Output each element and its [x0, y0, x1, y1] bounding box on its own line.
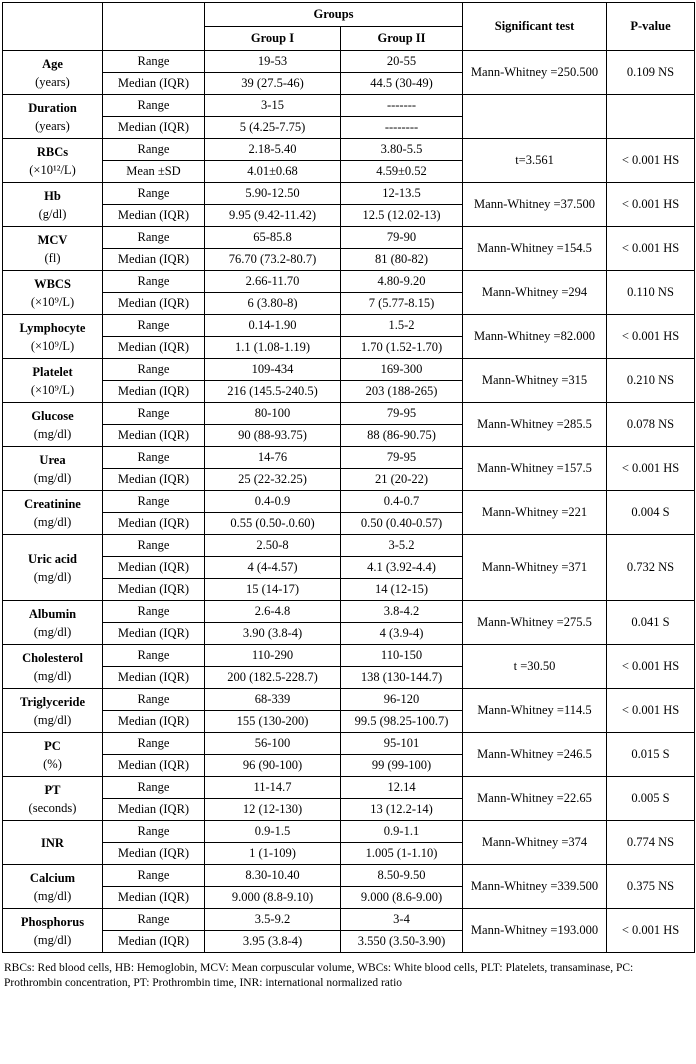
parameter-cell: [3, 491, 103, 535]
stat-label: Median (IQR): [103, 711, 205, 733]
parameter-unit: (mg/dl): [33, 932, 72, 947]
significant-test-cell: Mann-Whitney =157.5: [463, 447, 607, 491]
stat-label: Mean ±SD: [103, 161, 205, 183]
header-blank-1: [3, 3, 103, 51]
stat-label: Range: [103, 689, 205, 711]
header-row-1: [3, 3, 695, 27]
group-1-value: 3.90 (3.8-4): [205, 623, 341, 645]
p-value-cell: 0.109 NS: [607, 51, 695, 95]
group-1-value: 19-53: [205, 51, 341, 73]
group-2-value: 3.80-5.5: [341, 139, 463, 161]
stat-label: Median (IQR): [103, 337, 205, 359]
significant-test-cell: Mann-Whitney =371: [463, 535, 607, 601]
group-2-value: 3.8-4.2: [341, 601, 463, 623]
parameter-cell: [3, 909, 103, 953]
group-1-value: 9.000 (8.8-9.10): [205, 887, 341, 909]
stat-label: Median (IQR): [103, 293, 205, 315]
group-2-value: 95-101: [341, 733, 463, 755]
group-2-value: 0.9-1.1: [341, 821, 463, 843]
significant-test-cell: Mann-Whitney =82.000: [463, 315, 607, 359]
parameter-name: Albumin: [28, 606, 77, 621]
table-row: [3, 821, 695, 843]
group-2-value: 1.70 (1.52-1.70): [341, 337, 463, 359]
stat-label: Median (IQR): [103, 843, 205, 865]
group-2-value: 4 (3.9-4): [341, 623, 463, 645]
stat-label: Median (IQR): [103, 623, 205, 645]
stat-label: Median (IQR): [103, 799, 205, 821]
group-2-value: 3.550 (3.50-3.90): [341, 931, 463, 953]
table-row: [3, 601, 695, 623]
stat-label: Range: [103, 909, 205, 931]
group-1-value: 2.18-5.40: [205, 139, 341, 161]
parameter-name: Duration: [28, 100, 77, 115]
parameter-cell: [3, 689, 103, 733]
parameter-unit: (mg/dl): [33, 888, 72, 903]
table-row: [3, 777, 695, 799]
table-footnote: RBCs: Red blood cells, HB: Hemoglobin, MCV: Mean corpuscular volume, WBCs: White blood cells, PLT: Platelets, transaminase, PC: Prothrombin concentration, PT: Prothrombin time, INR: international normalized ratio: [4, 962, 634, 989]
table-row: [3, 95, 695, 117]
group-1-value: 3-15: [205, 95, 341, 117]
group-1-value: 4.01±0.68: [205, 161, 341, 183]
parameter-cell: [3, 359, 103, 403]
group-1-value: 25 (22-32.25): [205, 469, 341, 491]
stat-label: Range: [103, 359, 205, 381]
p-value-cell: < 0.001 HS: [607, 447, 695, 491]
group-1-value: 5.90-12.50: [205, 183, 341, 205]
stat-label: Range: [103, 403, 205, 425]
stat-label: Range: [103, 645, 205, 667]
parameter-cell: [3, 777, 103, 821]
p-value-cell: 0.375 NS: [607, 865, 695, 909]
parameter-name: Hb: [44, 188, 61, 203]
group-1-value: 9.95 (9.42-11.42): [205, 205, 341, 227]
table-body: [3, 51, 695, 953]
group-2-value: 14 (12-15): [341, 579, 463, 601]
group-1-value: 216 (145.5-240.5): [205, 381, 341, 403]
table-row: [3, 139, 695, 161]
group-1-value: 14-76: [205, 447, 341, 469]
header-groups: Groups: [205, 3, 463, 27]
parameter-unit: (mg/dl): [33, 712, 72, 727]
stat-label: Median (IQR): [103, 117, 205, 139]
stat-label: Median (IQR): [103, 249, 205, 271]
stat-label: Median (IQR): [103, 513, 205, 535]
group-1-value: 110-290: [205, 645, 341, 667]
p-value-cell: 0.041 S: [607, 601, 695, 645]
parameter-name: MCV: [37, 232, 68, 247]
group-2-value: 21 (20-22): [341, 469, 463, 491]
significant-test-cell: Mann-Whitney =339.500: [463, 865, 607, 909]
group-1-value: 6 (3.80-8): [205, 293, 341, 315]
stat-label: Median (IQR): [103, 887, 205, 909]
p-value-cell: [607, 95, 695, 139]
group-1-value: 12 (12-130): [205, 799, 341, 821]
group-1-value: 0.14-1.90: [205, 315, 341, 337]
group-2-value: 7 (5.77-8.15): [341, 293, 463, 315]
group-2-value: 79-95: [341, 447, 463, 469]
parameter-cell: [3, 601, 103, 645]
parameter-unit: (×10⁹/L): [30, 294, 75, 309]
group-1-value: 0.55 (0.50-.0.60): [205, 513, 341, 535]
group-1-value: 2.66-11.70: [205, 271, 341, 293]
parameter-unit: (mg/dl): [33, 668, 72, 683]
parameter-cell: [3, 271, 103, 315]
stat-label: Median (IQR): [103, 755, 205, 777]
group-1-value: 15 (14-17): [205, 579, 341, 601]
table-row: [3, 183, 695, 205]
significant-test-cell: Mann-Whitney =275.5: [463, 601, 607, 645]
group-2-value: 12-13.5: [341, 183, 463, 205]
stat-label: Median (IQR): [103, 205, 205, 227]
parameter-cell: [3, 183, 103, 227]
parameter-name: Glucose: [31, 408, 74, 423]
parameter-name: WBCS: [34, 276, 71, 291]
group-2-value: 1.5-2: [341, 315, 463, 337]
header-significant-test: Significant test: [463, 3, 607, 51]
p-value-cell: < 0.001 HS: [607, 689, 695, 733]
table-row: [3, 733, 695, 755]
parameter-cell: [3, 821, 103, 865]
table-row: [3, 491, 695, 513]
group-2-value: 81 (80-82): [341, 249, 463, 271]
group-1-value: 2.6-4.8: [205, 601, 341, 623]
table-figure: [0, 2, 696, 991]
group-1-value: 0.9-1.5: [205, 821, 341, 843]
table-row: [3, 909, 695, 931]
significant-test-cell: Mann-Whitney =285.5: [463, 403, 607, 447]
group-1-value: 0.4-0.9: [205, 491, 341, 513]
parameter-cell: [3, 227, 103, 271]
stat-label: Median (IQR): [103, 579, 205, 601]
group-2-value: 79-90: [341, 227, 463, 249]
parameter-name: Lymphocyte: [19, 320, 86, 335]
p-value-cell: 0.005 S: [607, 777, 695, 821]
group-2-value: 12.14: [341, 777, 463, 799]
p-value-cell: < 0.001 HS: [607, 315, 695, 359]
group-1-value: 96 (90-100): [205, 755, 341, 777]
parameter-cell: [3, 403, 103, 447]
group-2-value: 169-300: [341, 359, 463, 381]
stat-label: Median (IQR): [103, 931, 205, 953]
group-1-value: 200 (182.5-228.7): [205, 667, 341, 689]
significant-test-cell: Mann-Whitney =193.000: [463, 909, 607, 953]
significant-test-cell: Mann-Whitney =250.500: [463, 51, 607, 95]
parameter-unit: (mg/dl): [33, 426, 72, 441]
table-row: [3, 865, 695, 887]
results-table: [2, 2, 695, 953]
group-2-value: 0.50 (0.40-0.57): [341, 513, 463, 535]
parameter-cell: [3, 733, 103, 777]
group-2-value: 8.50-9.50: [341, 865, 463, 887]
significant-test-cell: Mann-Whitney =22.65: [463, 777, 607, 821]
group-2-value: 4.80-9.20: [341, 271, 463, 293]
group-2-value: 3-4: [341, 909, 463, 931]
p-value-cell: 0.732 NS: [607, 535, 695, 601]
group-2-value: 138 (130-144.7): [341, 667, 463, 689]
parameter-unit: (years): [35, 118, 70, 133]
group-1-value: 65-85.8: [205, 227, 341, 249]
group-1-value: 155 (130-200): [205, 711, 341, 733]
group-2-value: 96-120: [341, 689, 463, 711]
parameter-name: Creatinine: [24, 496, 81, 511]
significant-test-cell: [463, 95, 607, 139]
parameter-unit: (mg/dl): [33, 514, 72, 529]
parameter-name: Triglyceride: [19, 694, 86, 709]
group-2-value: 3-5.2: [341, 535, 463, 557]
parameter-unit: (×10⁹/L): [30, 338, 75, 353]
parameter-name: PC: [44, 738, 61, 753]
table-row: [3, 689, 695, 711]
stat-label: Range: [103, 183, 205, 205]
table-row: [3, 447, 695, 469]
parameter-unit: (×10¹²/L): [29, 162, 76, 177]
table-row: [3, 645, 695, 667]
group-1-value: 90 (88-93.75): [205, 425, 341, 447]
stat-label: Range: [103, 139, 205, 161]
parameter-cell: [3, 95, 103, 139]
parameter-name: PT: [44, 782, 61, 797]
stat-label: Range: [103, 95, 205, 117]
parameter-name: Phosphorus: [20, 914, 85, 929]
significant-test-cell: Mann-Whitney =294: [463, 271, 607, 315]
p-value-cell: < 0.001 HS: [607, 183, 695, 227]
group-2-value: 1.005 (1-1.10): [341, 843, 463, 865]
table-row: [3, 315, 695, 337]
stat-label: Median (IQR): [103, 557, 205, 579]
stat-label: Range: [103, 777, 205, 799]
p-value-cell: < 0.001 HS: [607, 909, 695, 953]
p-value-cell: 0.110 NS: [607, 271, 695, 315]
stat-label: Range: [103, 271, 205, 293]
group-2-value: 79-95: [341, 403, 463, 425]
p-value-cell: < 0.001 HS: [607, 227, 695, 271]
header-group-1: Group I: [205, 27, 341, 51]
group-1-value: 109-434: [205, 359, 341, 381]
stat-label: Range: [103, 865, 205, 887]
significant-test-cell: Mann-Whitney =37.500: [463, 183, 607, 227]
table-row: [3, 403, 695, 425]
stat-label: Range: [103, 601, 205, 623]
table-row: [3, 535, 695, 557]
stat-label: Median (IQR): [103, 381, 205, 403]
p-value-cell: < 0.001 HS: [607, 139, 695, 183]
group-2-value: 0.4-0.7: [341, 491, 463, 513]
group-2-value: 203 (188-265): [341, 381, 463, 403]
parameter-unit: (fl): [44, 250, 61, 265]
stat-label: Range: [103, 491, 205, 513]
group-2-value: 4.59±0.52: [341, 161, 463, 183]
parameter-unit: (mg/dl): [33, 470, 72, 485]
group-2-value: --------: [341, 117, 463, 139]
p-value-cell: 0.210 NS: [607, 359, 695, 403]
stat-label: Range: [103, 821, 205, 843]
group-2-value: 4.1 (3.92-4.4): [341, 557, 463, 579]
parameter-unit: (×10⁹/L): [30, 382, 75, 397]
group-2-value: 20-55: [341, 51, 463, 73]
p-value-cell: < 0.001 HS: [607, 645, 695, 689]
parameter-name: Calcium: [29, 870, 76, 885]
stat-label: Median (IQR): [103, 667, 205, 689]
parameter-unit: (years): [35, 74, 70, 89]
stat-label: Median (IQR): [103, 425, 205, 447]
parameter-cell: [3, 447, 103, 491]
parameter-name: Age: [42, 56, 63, 71]
stat-label: Range: [103, 227, 205, 249]
significant-test-cell: Mann-Whitney =374: [463, 821, 607, 865]
group-1-value: 68-339: [205, 689, 341, 711]
parameter-cell: [3, 535, 103, 601]
group-1-value: 3.5-9.2: [205, 909, 341, 931]
stat-label: Range: [103, 535, 205, 557]
group-1-value: 1.1 (1.08-1.19): [205, 337, 341, 359]
group-2-value: 12.5 (12.02-13): [341, 205, 463, 227]
stat-label: Range: [103, 315, 205, 337]
significant-test-cell: Mann-Whitney =221: [463, 491, 607, 535]
parameter-name: Platelet: [32, 364, 73, 379]
parameter-name: Urea: [39, 452, 66, 467]
stat-label: Range: [103, 733, 205, 755]
group-2-value: 99 (99-100): [341, 755, 463, 777]
significant-test-cell: t =30.50: [463, 645, 607, 689]
parameter-name: Uric acid: [28, 551, 77, 566]
group-1-value: 11-14.7: [205, 777, 341, 799]
parameter-name: RBCs: [36, 144, 69, 159]
group-2-value: 9.000 (8.6-9.00): [341, 887, 463, 909]
table-row: [3, 227, 695, 249]
header-blank-2: [103, 3, 205, 51]
group-1-value: 39 (27.5-46): [205, 73, 341, 95]
stat-label: Range: [103, 447, 205, 469]
parameter-cell: [3, 645, 103, 689]
group-2-value: 110-150: [341, 645, 463, 667]
significant-test-cell: t=3.561: [463, 139, 607, 183]
table-row: [3, 359, 695, 381]
group-2-value: -------: [341, 95, 463, 117]
p-value-cell: 0.004 S: [607, 491, 695, 535]
parameter-cell: [3, 315, 103, 359]
stat-label: Median (IQR): [103, 469, 205, 491]
p-value-cell: 0.015 S: [607, 733, 695, 777]
significant-test-cell: Mann-Whitney =315: [463, 359, 607, 403]
group-1-value: 3.95 (3.8-4): [205, 931, 341, 953]
parameter-cell: [3, 51, 103, 95]
group-1-value: 8.30-10.40: [205, 865, 341, 887]
group-1-value: 4 (4-4.57): [205, 557, 341, 579]
parameter-cell: [3, 865, 103, 909]
group-1-value: 80-100: [205, 403, 341, 425]
significant-test-cell: Mann-Whitney =246.5: [463, 733, 607, 777]
p-value-cell: 0.078 NS: [607, 403, 695, 447]
parameter-unit: (%): [43, 756, 62, 771]
stat-label: Range: [103, 51, 205, 73]
group-1-value: 5 (4.25-7.75): [205, 117, 341, 139]
parameter-unit: (mg/dl): [33, 569, 72, 584]
group-2-value: 44.5 (30-49): [341, 73, 463, 95]
p-value-cell: 0.774 NS: [607, 821, 695, 865]
parameter-unit: (mg/dl): [33, 624, 72, 639]
stat-label: Median (IQR): [103, 73, 205, 95]
table-row: [3, 51, 695, 73]
parameter-name: INR: [41, 835, 64, 850]
group-1-value: 1 (1-109): [205, 843, 341, 865]
parameter-unit: (g/dl): [38, 206, 67, 221]
group-1-value: 56-100: [205, 733, 341, 755]
header-group-2: Group II: [341, 27, 463, 51]
parameter-cell: [3, 139, 103, 183]
parameter-name: Cholesterol: [22, 650, 83, 665]
group-2-value: 88 (86-90.75): [341, 425, 463, 447]
group-1-value: 76.70 (73.2-80.7): [205, 249, 341, 271]
group-2-value: 99.5 (98.25-100.7): [341, 711, 463, 733]
group-1-value: 2.50-8: [205, 535, 341, 557]
parameter-unit: (seconds): [28, 800, 77, 815]
table-row: [3, 271, 695, 293]
header-p-value: P-value: [607, 3, 695, 51]
group-2-value: 13 (12.2-14): [341, 799, 463, 821]
significant-test-cell: Mann-Whitney =154.5: [463, 227, 607, 271]
significant-test-cell: Mann-Whitney =114.5: [463, 689, 607, 733]
